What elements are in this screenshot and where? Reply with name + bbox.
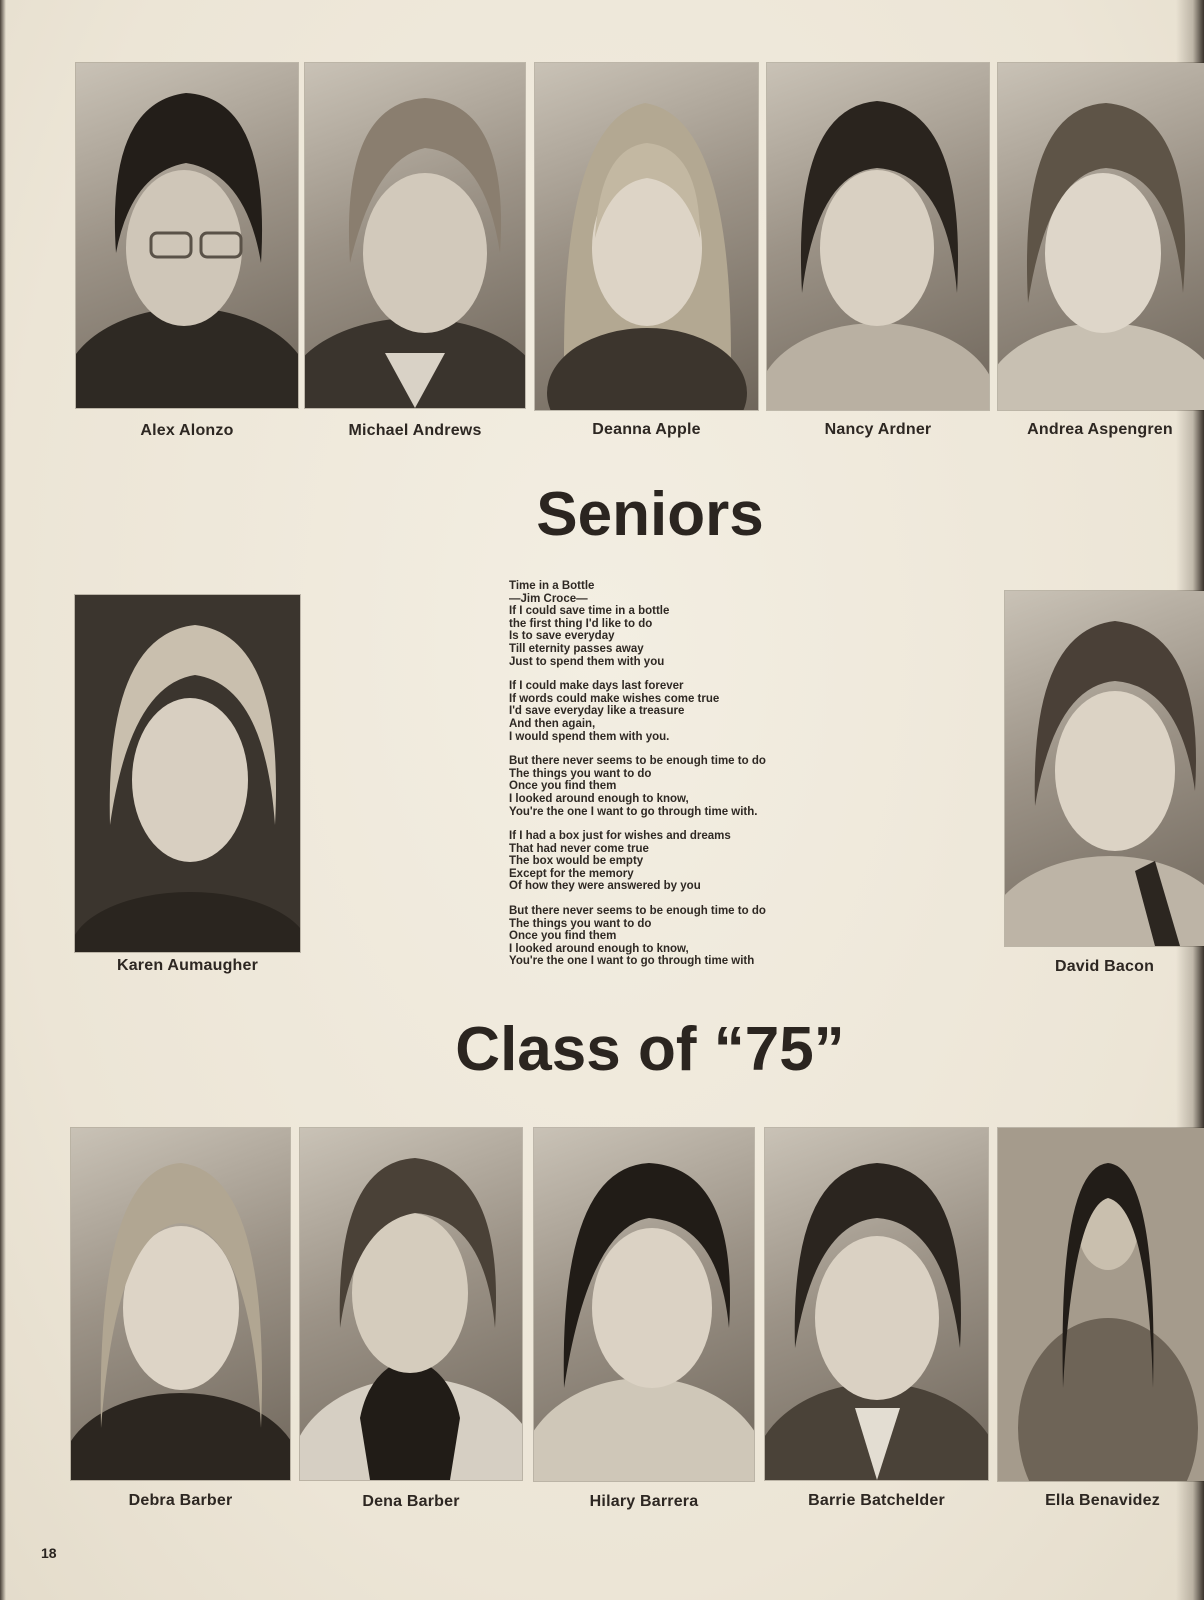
student-name-top-3: Deanna Apple — [592, 421, 701, 438]
portrait-photo-top-2 — [305, 63, 525, 408]
portrait-photo-top-3 — [535, 63, 758, 410]
poem-line: The box would be empty — [509, 855, 644, 868]
portrait-photo-bottom-5 — [998, 1128, 1204, 1481]
poem-stanza-1 — [509, 605, 829, 668]
poem-line: the first thing I'd like to do — [509, 617, 653, 630]
student-name-bottom-2: Dena Barber — [362, 1493, 460, 1510]
portrait-photo-bottom-3 — [534, 1128, 754, 1481]
poem-line: I looked around enough to know, — [509, 942, 689, 955]
poem-line: If I could make days last forever — [509, 680, 684, 693]
class-heading: Class of “75” — [455, 1015, 845, 1084]
portrait-photo-bottom-2 — [300, 1128, 522, 1480]
poem-line: Is to save everyday — [509, 630, 615, 643]
poem-line: I looked around enough to know, — [509, 792, 689, 805]
student-name-middle-2: David Bacon — [1054, 958, 1155, 975]
portrait-photo-top-5 — [998, 63, 1204, 410]
student-name-bottom-1: Debra Barber — [128, 1492, 233, 1509]
poem-line: Just to spend them with you — [509, 655, 665, 668]
poem-line: Till eternity passes away — [509, 642, 644, 655]
poem-line: But there never seems to be enough time to do — [509, 905, 766, 918]
poem-stanza-2 — [509, 680, 829, 743]
student-name-top-5: Andrea Aspengren — [1027, 421, 1173, 438]
page-left-edge — [0, 0, 6, 1600]
poem-stanza-3 — [509, 755, 829, 818]
student-name-bottom-5: Ella Benavidez — [1045, 1492, 1160, 1509]
poem-stanza-4 — [509, 830, 829, 893]
student-name-top-1: Alex Alonzo — [140, 422, 234, 439]
poem-line: But there never seems to be enough time to do — [509, 755, 766, 768]
poem-title: Time in a Bottle — [509, 580, 595, 592]
seniors-heading: Seniors — [536, 480, 764, 549]
portrait-photo-top-1 — [76, 63, 298, 408]
poem-line: You're the one I want to go through time with. — [509, 805, 758, 818]
poem-line: I'd save everyday like a treasure — [509, 705, 685, 718]
poem-line: Of how they were answered by you — [509, 880, 701, 893]
poem-line: Once you find them — [509, 780, 617, 793]
portrait-photo-middle-2 — [1005, 591, 1204, 946]
page-number: 18 — [41, 1545, 57, 1561]
portrait-photo-middle-1 — [75, 595, 300, 952]
portrait-photo-bottom-1 — [71, 1128, 290, 1480]
poem-line: And then again, — [509, 717, 596, 730]
student-name-top-4: Nancy Ardner — [824, 421, 932, 438]
poem-stanza-5 — [509, 905, 829, 968]
poem-block — [509, 580, 829, 980]
poem-line: Except for the memory — [509, 867, 634, 880]
poem-line: The things you want to do — [509, 767, 652, 780]
student-name-bottom-4: Barrie Batchelder — [808, 1492, 945, 1509]
poem-line: If I could save time in a bottle — [509, 605, 670, 618]
student-name-top-2: Michael Andrews — [348, 422, 482, 439]
poem-line: If words could make wishes come true — [509, 692, 720, 705]
poem-author: —Jim Croce— — [509, 592, 588, 605]
portrait-photo-top-4 — [767, 63, 989, 410]
poem-line: That had never come true — [509, 842, 649, 855]
poem-line: If I had a box just for wishes and dreams — [509, 830, 731, 843]
poem-line: You're the one I want to go through time with — [509, 955, 755, 968]
poem-line: I would spend them with you. — [509, 730, 670, 743]
student-name-middle-1: Karen Aumaugher — [116, 957, 259, 974]
portrait-photo-bottom-4 — [765, 1128, 988, 1480]
poem-line: Once you find them — [509, 930, 617, 943]
student-name-bottom-3: Hilary Barrera — [589, 1493, 699, 1510]
poem-line: The things you want to do — [509, 917, 652, 930]
